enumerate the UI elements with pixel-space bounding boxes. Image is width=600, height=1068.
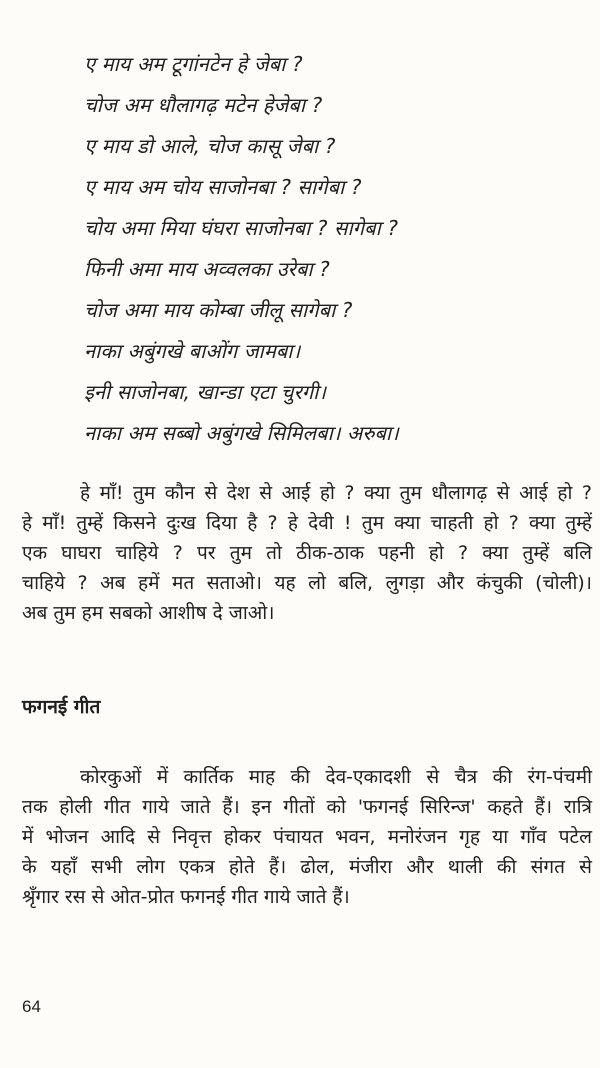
korku-song-verse — [84, 44, 564, 454]
section-paragraph — [22, 762, 592, 912]
paragraph-line: एक घाघरा चाहिये ? पर तुम तो ठीक-ठाक पहनी हो ? क्या तुम्हें बलि — [22, 542, 592, 564]
verse-line: चोज अमा माय कोम्बा जीलू सागेबा ? — [84, 298, 353, 322]
verse-line: ए माय डो आले, चोज कासू जेबा ? — [84, 134, 336, 158]
translation-paragraph — [22, 478, 592, 628]
paragraph-line: श्रृँगार रस से ओत-प्रोत फगनई गीत गाये जाते हैं। — [22, 886, 350, 908]
verse-line: ए माय अम टूगांनटेन हे जेबा ? — [84, 52, 303, 76]
verse-line: चोज अम धौलागढ़ मटेन हेजेबा ? — [84, 93, 323, 117]
paragraph-line: में भोजन आदि से निवृत्त होकर पंचायत भवन, मनोरंजन गृह या गाँव पटेल — [22, 826, 592, 848]
section-heading: फगनई गीत — [22, 696, 101, 718]
paragraph-line: हे माँ! तुम्हें किसने दुःख दिया है ? हे देवी ! तुम क्या चाहती हो ? क्या तुम्हें — [22, 512, 592, 534]
verse-line: इनी साजोनबा, खान्डा एटा चुरगी। — [84, 380, 327, 404]
verse-line: फिनी अमा माय अव्वलका उरेबा ? — [84, 257, 330, 281]
verse-line: नाका अबुंगखे बाओंग जामबा। — [84, 339, 301, 363]
paragraph-line: हे माँ! तुम कौन से देश से आई हो ? क्या तुम धौलागढ़ से आई हो ? — [80, 482, 592, 504]
verse-line: नाका अम सब्बो अबुंगखे सिमिलबा। अरुबा। — [84, 421, 399, 445]
verse-line: ए माय अम चोय साजोनबा ? सागेबा ? — [84, 175, 362, 199]
page-number: 64 — [22, 997, 41, 1016]
paragraph-line: के यहाँ सभी लोग एकत्र होते हैं। ढोल, मंजीरा और थाली की संगत से — [22, 856, 592, 878]
paragraph-line: चाहिये ? अब हमें मत सताओ। यह लो बलि, लुगड़ा और कंचुकी (चोली)। — [22, 572, 592, 594]
paragraph-line: कोरकुओं में कार्तिक माह की देव-एकादशी से चैत्र की रंग-पंचमी — [80, 766, 592, 788]
paragraph-line: अब तुम हम सबको आशीष दे जाओ। — [22, 602, 275, 624]
verse-line: चोय अमा मिया घंघरा साजोनबा ? सागेबा ? — [84, 216, 399, 240]
paragraph-line: तक होली गीत गाये जाते हैं। इन गीतों को 'फगनई सिरिन्ज' कहते हैं। रात्रि — [22, 796, 592, 818]
